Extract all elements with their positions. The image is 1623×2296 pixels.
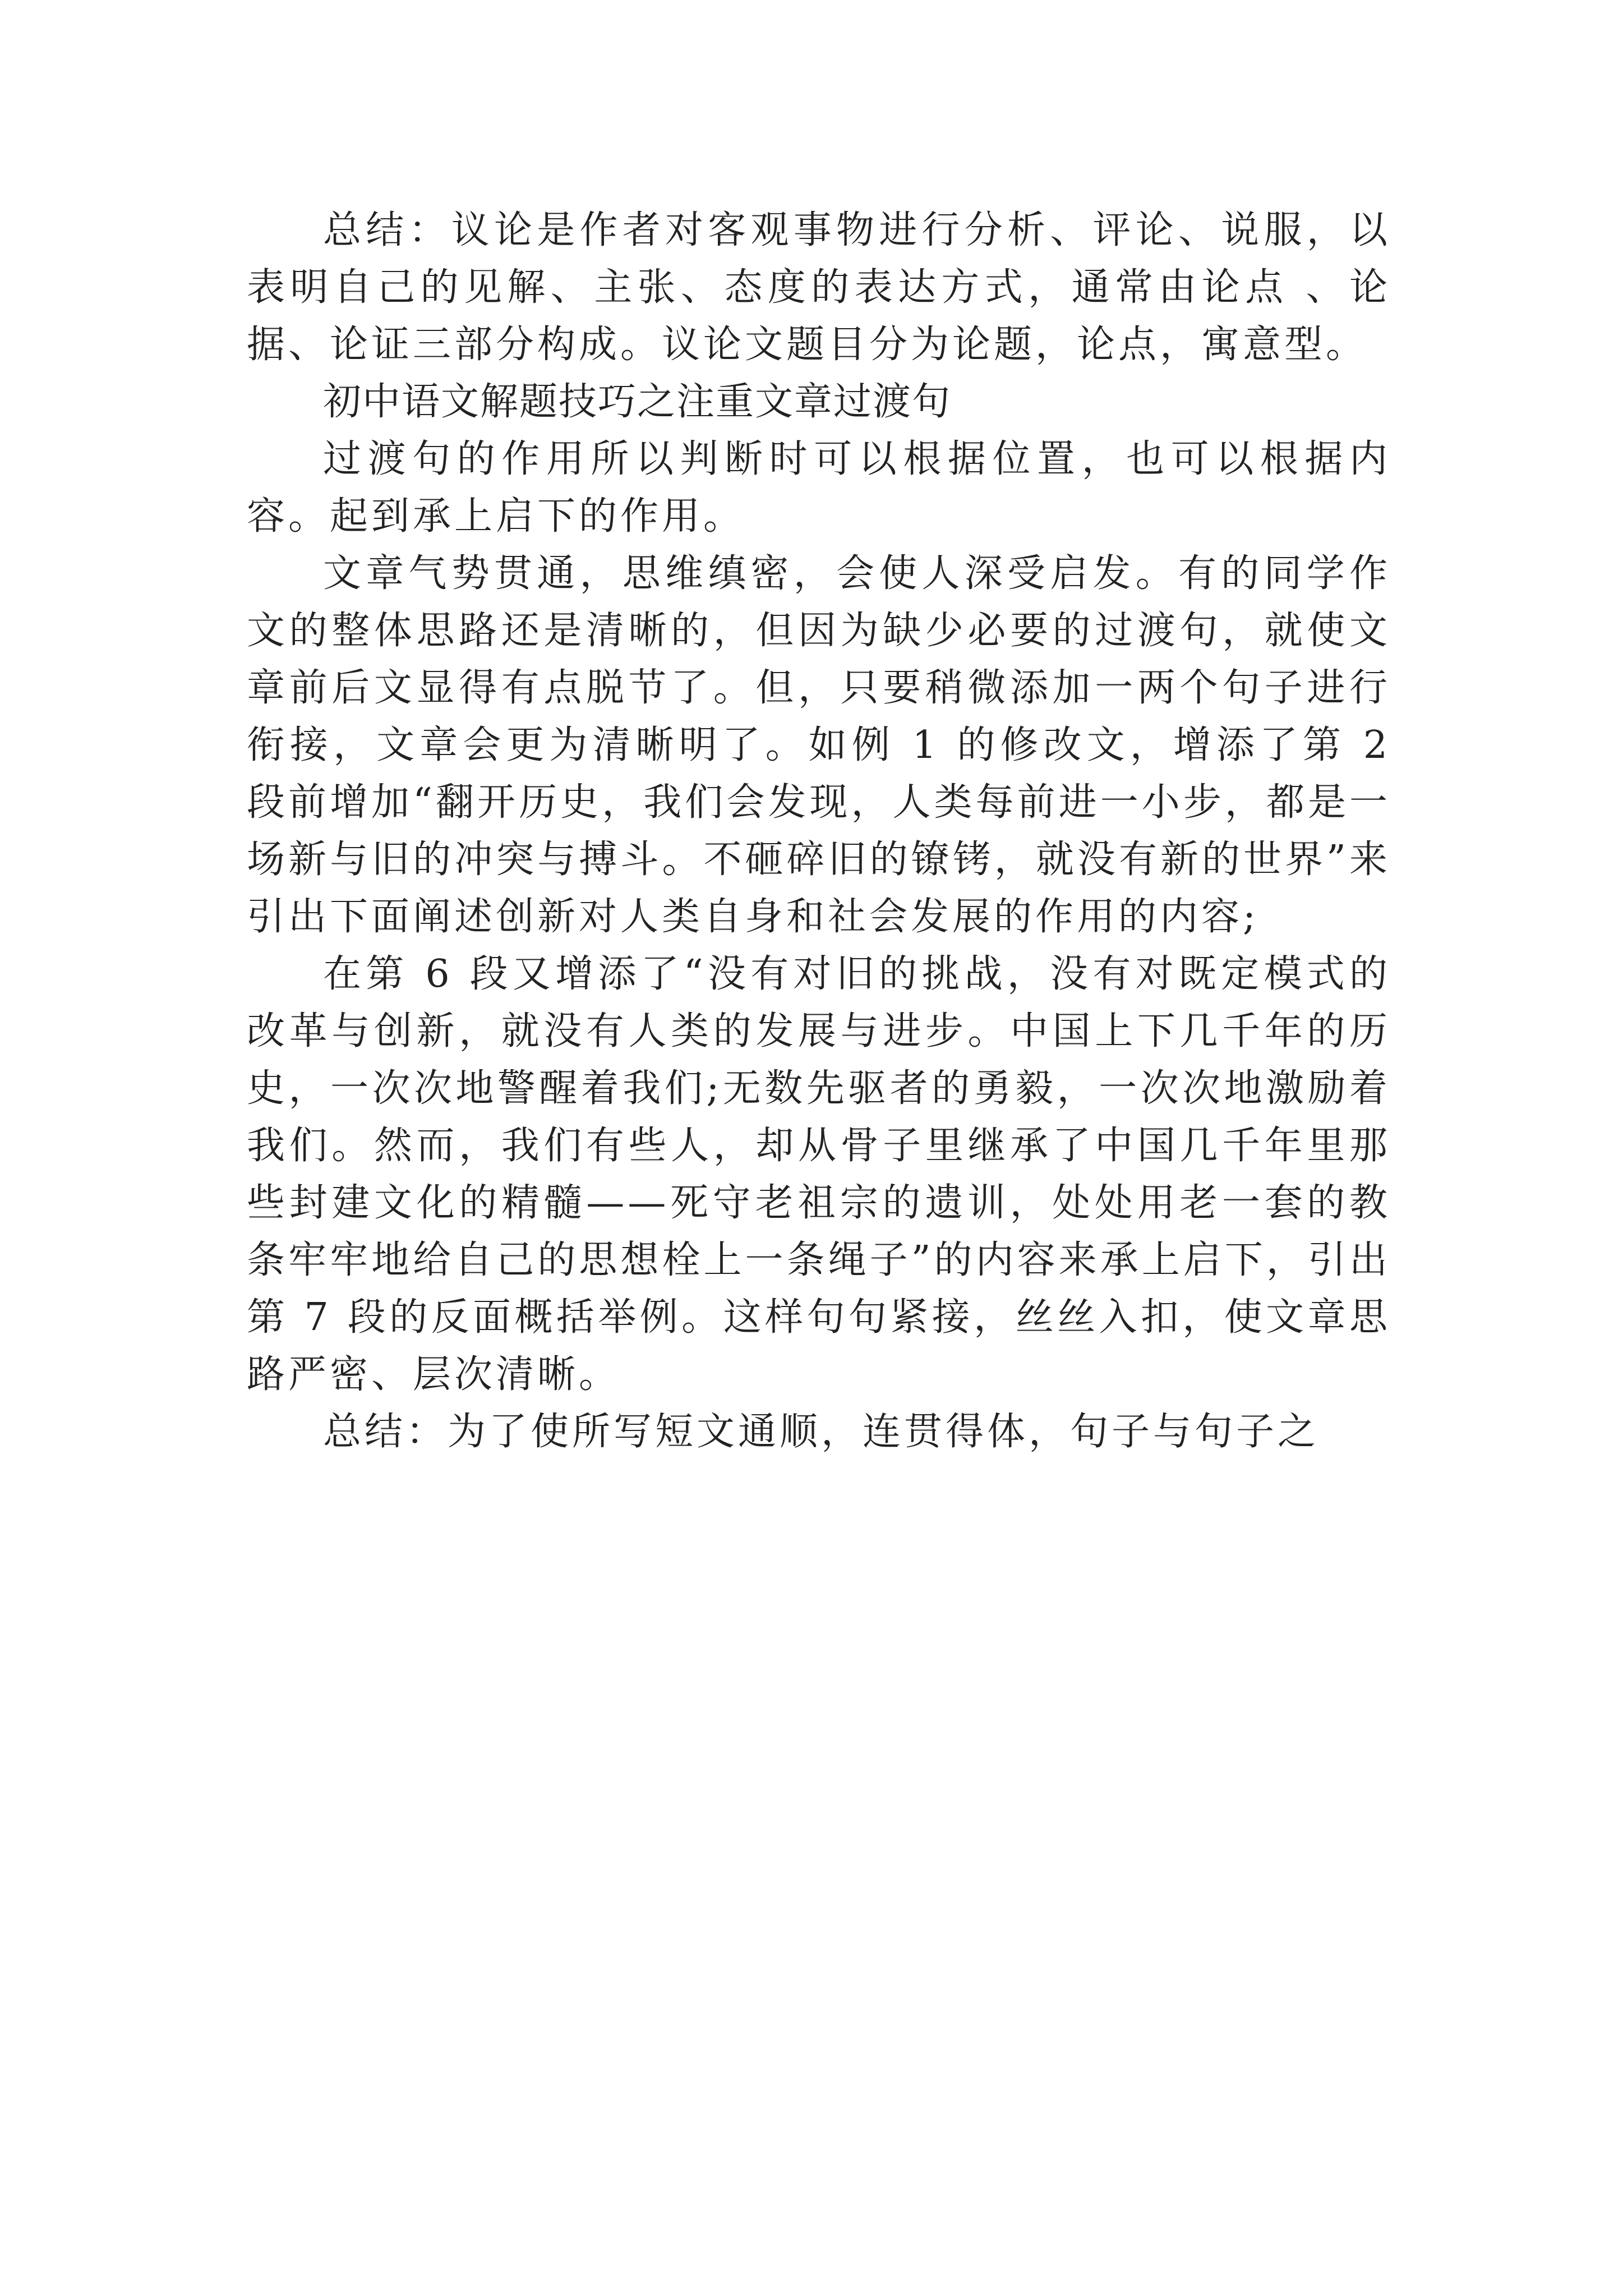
paragraph-argument-summary: 总结：议论是作者对客观事物进行分析、评论、说服，以表明自己的见解、主张、态度的表达方式，通常由论点 、论据、论证三部分构成。议论文题目分为论题，论点，寓意型。 — [247, 208, 1391, 367]
section-heading-transition-sentences: 初中语文解题技巧之注重文章过渡句 — [323, 380, 952, 424]
paragraph-transition-function: 过渡句的作用所以判断时可以根据位置，也可以根据内容。起到承上启下的作用。 — [247, 437, 1391, 539]
document-body — [247, 202, 1391, 1461]
paragraph-summary-continued: 总结：为了使所写短文通顺，连贯得体，句子与句子之 — [323, 1410, 1320, 1454]
paragraph-example-1: 文章气势贯通，思维缜密，会使人深受启发。有的同学作文的整体思路还是清晰的，但因为缺少必要的过渡句，就使文章前后文显得有点脱节了。但，只要稍微添加一两个句子进行衔接，文章会更为清晰明了。如例 1 的修改文，增添了第 2 段前增加“翻开历史，我们会发现，人类每前进一小步，都是一场新与旧的冲突与搏斗。不砸碎旧的镣铐，就没有新的世界”来引出下面阐述创新对人类自身和社会发展的作用的内容; — [247, 551, 1391, 939]
paragraph-example-6: 在第 6 段又增添了“没有对旧的挑战，没有对既定模式的改革与创新，就没有人类的发展与进步。中国上下几千年的历史，一次次地警醒着我们;无数先驱者的勇毅，一次次地激励着我们。然而，我们有些人，却从骨子里继承了中国几千年里那些封建文化的精髓——死守老祖宗的遗训，处处用老一套的教条牢牢地给自己的思想栓上一条绳子”的内容来承上启下，引出第 7 段的反面概括举例。这样句句紧接，丝丝入扣，使文章思路严密、层次清晰。 — [247, 952, 1391, 1397]
